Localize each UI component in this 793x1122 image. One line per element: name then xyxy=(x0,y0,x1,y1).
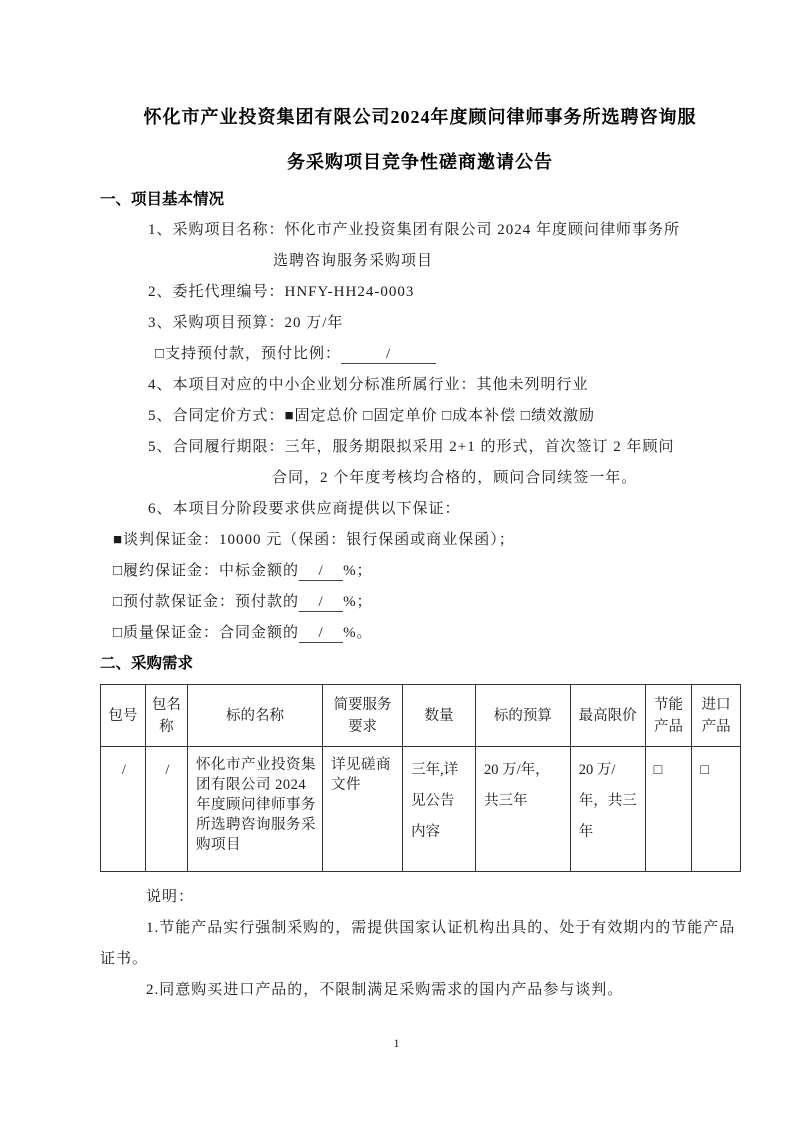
guarantee-prepayment-suffix: %； xyxy=(343,594,373,610)
notes-section xyxy=(100,882,740,1006)
item-project-budget: 3、采购项目预算：20 万/年 xyxy=(148,315,344,331)
note-energy-saving: 1.节能产品实行强制采购的，需提供国家认证机构出具的、处于有效期内的节能产品证书。 xyxy=(100,920,736,967)
prepayment-ratio-blank: / xyxy=(341,346,436,364)
guarantee-prepayment-text: □预付款保证金：预付款的 xyxy=(113,594,300,610)
guarantee-negotiation: ■谈判保证金：10000 元（保函：银行保函或商业保函）； xyxy=(113,532,515,548)
prepayment-checkbox-text: □支持预付款，预付比例： xyxy=(155,346,342,362)
cell-service-requirement: 详见磋商文件 xyxy=(323,747,403,872)
guarantee-performance-text: □履约保证金：中标金额的 xyxy=(113,563,300,579)
cell-package-no: / xyxy=(101,747,146,872)
col-header-price-cap: 最高限价 xyxy=(570,685,645,747)
document-title xyxy=(100,95,740,185)
document-title-line1: 怀化市产业投资集团有限公司2024年度顾问律师事务所选聘咨询服 xyxy=(143,107,697,127)
prepayment-option-line xyxy=(100,339,740,370)
cell-budget: 20 万/年，共三年 xyxy=(476,747,571,872)
guarantee-prepayment-blank: / xyxy=(299,594,343,612)
item-industry-category: 4、本项目对应的中小企业划分标准所属行业：其他未列明行业 xyxy=(148,377,589,393)
guarantee-quality-text: □质量保证金：合同金额的 xyxy=(113,625,300,641)
col-header-energy-saving: 节能产品 xyxy=(645,685,692,747)
cell-quantity: 三年,详见公告内容 xyxy=(403,747,476,872)
notes-label: 说明： xyxy=(146,889,195,905)
note-imported-products: 2.同意购买进口产品的，不限制满足采购需求的国内产品参与谈判。 xyxy=(146,982,624,998)
cell-package-name: / xyxy=(145,747,187,872)
cell-imported-checkbox: □ xyxy=(692,747,741,872)
cell-energy-saving-checkbox: □ xyxy=(645,747,692,872)
guarantee-performance-suffix: %； xyxy=(343,563,373,579)
procurement-requirements-table xyxy=(100,684,741,872)
col-header-subject-name: 标的名称 xyxy=(188,685,323,747)
table-header-row xyxy=(101,685,741,747)
document-title-line2: 务采购项目竞争性磋商邀请公告 xyxy=(287,152,553,172)
guarantee-performance-blank: / xyxy=(299,563,343,581)
guarantee-quality-blank: / xyxy=(299,625,343,643)
col-header-imported: 进口产品 xyxy=(692,685,741,747)
item-contract-term-line2: 合同，2 个年度考核均合格的，顾问合同续签一年。 xyxy=(272,470,638,486)
guarantee-quality-suffix: %。 xyxy=(343,625,373,641)
table-row xyxy=(101,747,741,872)
item-agent-number: 2、委托代理编号：HNFY-HH24-0003 xyxy=(148,284,415,300)
col-header-quantity: 数量 xyxy=(403,685,476,747)
item-contract-pricing: 5、合同定价方式：■固定总价 □固定单价 □成本补偿 □绩效激励 xyxy=(148,408,595,424)
guarantee-prepayment xyxy=(100,587,740,618)
cell-price-cap: 20 万/年，共三年 xyxy=(570,747,645,872)
cell-subject-name: 怀化市产业投资集团有限公司 2024 年度顾问律师事务所选聘咨询服务采购项目 xyxy=(188,747,323,872)
col-header-service-requirement: 简要服务要求 xyxy=(323,685,403,747)
item-project-name-line2: 选聘咨询服务采购项目 xyxy=(273,253,434,269)
section-heading-basic-info: 一、项目基本情况 xyxy=(100,191,225,208)
page-number: 1 xyxy=(393,1036,400,1050)
item-guarantees-intro: 6、本项目分阶段要求供应商提供以下保证： xyxy=(148,501,461,517)
section-heading-requirements: 二、采购需求 xyxy=(100,655,194,672)
guarantee-performance xyxy=(100,556,740,587)
item-contract-term-line1: 5、合同履行期限：三年，服务期限拟采用 2+1 的形式，首次签订 2 年顾问 xyxy=(148,439,675,455)
item-project-name-line1: 1、采购项目名称：怀化市产业投资集团有限公司 2024 年度顾问律师事务所 xyxy=(148,222,681,238)
guarantee-quality xyxy=(100,618,740,649)
col-header-package-no: 包号 xyxy=(101,685,146,747)
col-header-budget: 标的预算 xyxy=(476,685,571,747)
col-header-package-name: 包名称 xyxy=(145,685,187,747)
